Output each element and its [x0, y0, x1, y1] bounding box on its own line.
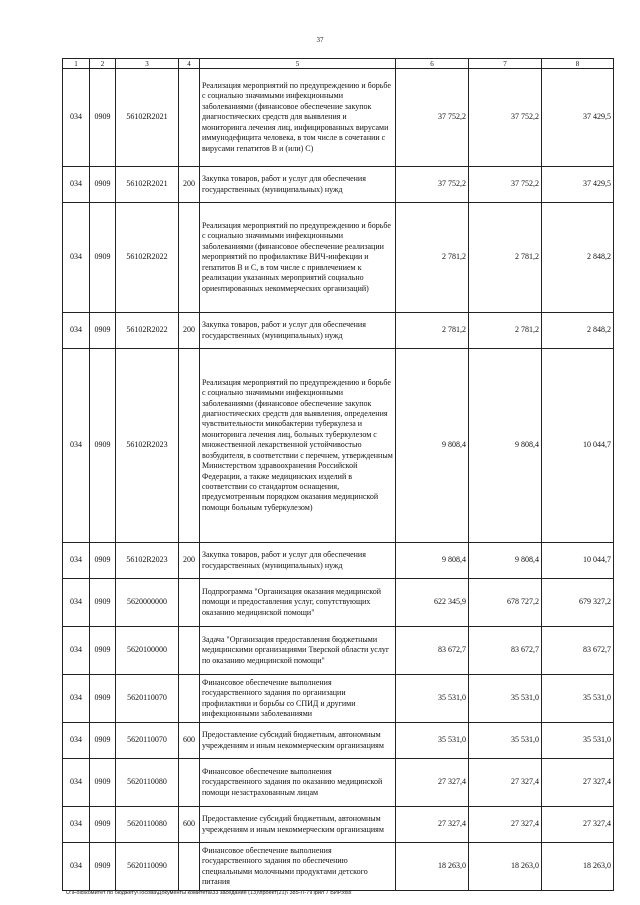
amount-col7: 9 808,4: [469, 349, 542, 543]
section-code: 0909: [90, 807, 116, 843]
expense-type-code: [179, 843, 200, 891]
amount-col7: 37 752,2: [469, 167, 542, 203]
target-code: 56102R2021: [116, 69, 179, 167]
section-code: 0909: [90, 203, 116, 313]
table-row: [63, 579, 614, 627]
target-code: 5620110070: [116, 675, 179, 723]
target-code: 5620100000: [116, 627, 179, 675]
target-code: 56102R2023: [116, 349, 179, 543]
section-code: 0909: [90, 167, 116, 203]
expense-type-code: [179, 203, 200, 313]
table-row: [63, 627, 614, 675]
row-description: Финансовое обеспечение выполнения государственного задания по оказанию медицинской помощи незастрахованным лицам: [200, 759, 396, 807]
ministry-code: 034: [63, 627, 90, 675]
table-row: [63, 723, 614, 759]
amount-col8: 27 327,4: [542, 759, 614, 807]
table-row: [63, 675, 614, 723]
section-code: 0909: [90, 313, 116, 349]
amount-col7: 35 531,0: [469, 723, 542, 759]
row-description: Финансовое обеспечение выполнения государственного задания по организации профилактики и борьбы со СПИД и другими инфекционными заболеваниями: [200, 675, 396, 723]
table-row: [63, 203, 614, 313]
row-description: Реализация мероприятий по предупреждению и борьбе с социально значимыми инфекционными заболеваниями (финансовое обеспечение реализации мероприятий по профилактике ВИЧ-инфекции и гепатитов В и С, в том числе с привлечением к реализации указанных мероприятий социально ориентированных некоммерческих организаций): [200, 203, 396, 313]
section-code: 0909: [90, 675, 116, 723]
ministry-code: 034: [63, 203, 90, 313]
ministry-code: 034: [63, 759, 90, 807]
section-code: 0909: [90, 579, 116, 627]
expense-type-code: [179, 579, 200, 627]
amount-col8: 18 263,0: [542, 843, 614, 891]
expense-type-code: 200: [179, 543, 200, 579]
amount-col8: 679 327,2: [542, 579, 614, 627]
ministry-code: 034: [63, 167, 90, 203]
row-description: Задача "Организация предоставления бюджетными медицинскими организациями Тверской области услуг по оказанию медицинской помощи": [200, 627, 396, 675]
ministry-code: 034: [63, 543, 90, 579]
expense-type-code: [179, 69, 200, 167]
amount-col7: 27 327,4: [469, 759, 542, 807]
ministry-code: 034: [63, 723, 90, 759]
table-row: [63, 543, 614, 579]
col-header: 4: [179, 59, 200, 69]
amount-col6: 35 531,0: [396, 675, 469, 723]
col-header: 8: [542, 59, 614, 69]
table-row: [63, 759, 614, 807]
col-header: 3: [116, 59, 179, 69]
amount-col6: 37 752,2: [396, 167, 469, 203]
ministry-code: 034: [63, 807, 90, 843]
row-description: Предоставление субсидий бюджетным, автономным учреждениям и иным некоммерческим организациям: [200, 807, 396, 843]
amount-col7: 35 531,0: [469, 675, 542, 723]
target-code: 56102R2022: [116, 203, 179, 313]
row-description: Предоставление субсидий бюджетным, автономным учреждениям и иным некоммерческим организациям: [200, 723, 396, 759]
amount-col6: 35 531,0: [396, 723, 469, 759]
row-description: Финансовое обеспечение выполнения государственного задания по обеспечению специальными молочными продуктами детского питания: [200, 843, 396, 891]
table-row: [63, 843, 614, 891]
amount-col6: 37 752,2: [396, 69, 469, 167]
section-code: 0909: [90, 543, 116, 579]
row-description: Закупка товаров, работ и услуг для обеспечения государственных (муниципальных) нужд: [200, 543, 396, 579]
amount-col6: 622 345,9: [396, 579, 469, 627]
ministry-code: 034: [63, 843, 90, 891]
section-code: 0909: [90, 843, 116, 891]
col-header: 7: [469, 59, 542, 69]
amount-col7: 37 752,2: [469, 69, 542, 167]
amount-col6: 9 808,4: [396, 543, 469, 579]
amount-col7: 2 781,2: [469, 203, 542, 313]
expense-type-code: [179, 759, 200, 807]
target-code: 56102R2022: [116, 313, 179, 349]
row-description: Подпрограмма "Организация оказания медицинской помощи и предоставления услуг, сопутствующих оказанию медицинской помощи": [200, 579, 396, 627]
amount-col8: 2 848,2: [542, 203, 614, 313]
table-row: [63, 807, 614, 843]
ministry-code: 034: [63, 675, 90, 723]
ministry-code: 034: [63, 69, 90, 167]
expense-type-code: 200: [179, 167, 200, 203]
amount-col8: 10 044,7: [542, 349, 614, 543]
ministry-code: 034: [63, 349, 90, 543]
amount-col8: 2 848,2: [542, 313, 614, 349]
ministry-code: 034: [63, 313, 90, 349]
target-code: 56102R2023: [116, 543, 179, 579]
target-code: 56102R2021: [116, 167, 179, 203]
amount-col8: 27 327,4: [542, 807, 614, 843]
amount-col6: 2 781,2: [396, 313, 469, 349]
target-code: 5620000000: [116, 579, 179, 627]
row-description: Реализация мероприятий по предупреждению и борьбе с социально значимыми инфекционными заболеваниями (финансовое обеспечение закупок диагностических средств для выявления и мониторинга лечения лиц, инфицированных вирусами иммунодефицита человека, в том числе в сочетании с вирусами гепатитов В и (или) С): [200, 69, 396, 167]
section-code: 0909: [90, 627, 116, 675]
amount-col7: 83 672,7: [469, 627, 542, 675]
expense-type-code: [179, 349, 200, 543]
col-header: 6: [396, 59, 469, 69]
table-row: [63, 313, 614, 349]
col-header: 5: [200, 59, 396, 69]
table-row: [63, 349, 614, 543]
expense-type-code: 200: [179, 313, 200, 349]
expense-type-code: [179, 627, 200, 675]
expense-type-code: 600: [179, 807, 200, 843]
amount-col7: 678 727,2: [469, 579, 542, 627]
row-description: Закупка товаров, работ и услуг для обеспечения государственных (муниципальных) нужд: [200, 167, 396, 203]
amount-col6: 83 672,7: [396, 627, 469, 675]
row-description: Реализация мероприятий по предупреждению и борьбе с социально значимыми инфекционными заболеваниями (финансовое обеспечение закупок диагностических средств для выявления, определения чувствительности микобактерии туберкулеза и мониторинга лечения лиц, больных туберкулезом с множественной лекарственной устойчивостью возбудителя, в соответствии с перечнем, утвержденным Министерством здравоохранения Российской Федерации, а также медицинских изделий в соответствии со стандартом оснащения, предусмотренным порядком оказания медицинской помощи больным туберкулезом): [200, 349, 396, 543]
target-code: 5620110080: [116, 759, 179, 807]
section-code: 0909: [90, 723, 116, 759]
amount-col7: 9 808,4: [469, 543, 542, 579]
amount-col6: 2 781,2: [396, 203, 469, 313]
target-code: 5620110070: [116, 723, 179, 759]
file-path-footer: U:\Fold\комитет по бюджету\Тосова\Документы комитета\33 заседание (13)\проект(21)\ 385-П-7\Прил 7 БИР.xlsx: [66, 890, 352, 896]
amount-col7: 2 781,2: [469, 313, 542, 349]
amount-col8: 37 429,5: [542, 167, 614, 203]
amount-col7: 27 327,4: [469, 807, 542, 843]
col-header: 1: [63, 59, 90, 69]
section-code: 0909: [90, 349, 116, 543]
amount-col8: 35 531,0: [542, 723, 614, 759]
col-header: 2: [90, 59, 116, 69]
expense-type-code: [179, 675, 200, 723]
section-code: 0909: [90, 69, 116, 167]
amount-col6: 27 327,4: [396, 807, 469, 843]
page-number: 37: [316, 36, 324, 44]
amount-col8: 37 429,5: [542, 69, 614, 167]
amount-col8: 83 672,7: [542, 627, 614, 675]
row-description: Закупка товаров, работ и услуг для обеспечения государственных (муниципальных) нужд: [200, 313, 396, 349]
target-code: 5620110090: [116, 843, 179, 891]
amount-col6: 18 263,0: [396, 843, 469, 891]
section-code: 0909: [90, 759, 116, 807]
amount-col6: 9 808,4: [396, 349, 469, 543]
table-row: [63, 69, 614, 167]
table-row: [63, 167, 614, 203]
budget-table: [62, 58, 614, 891]
target-code: 5620110080: [116, 807, 179, 843]
expense-type-code: 600: [179, 723, 200, 759]
amount-col7: 18 263,0: [469, 843, 542, 891]
ministry-code: 034: [63, 579, 90, 627]
amount-col8: 10 044,7: [542, 543, 614, 579]
amount-col8: 35 531,0: [542, 675, 614, 723]
amount-col6: 27 327,4: [396, 759, 469, 807]
header-row: [63, 59, 614, 69]
